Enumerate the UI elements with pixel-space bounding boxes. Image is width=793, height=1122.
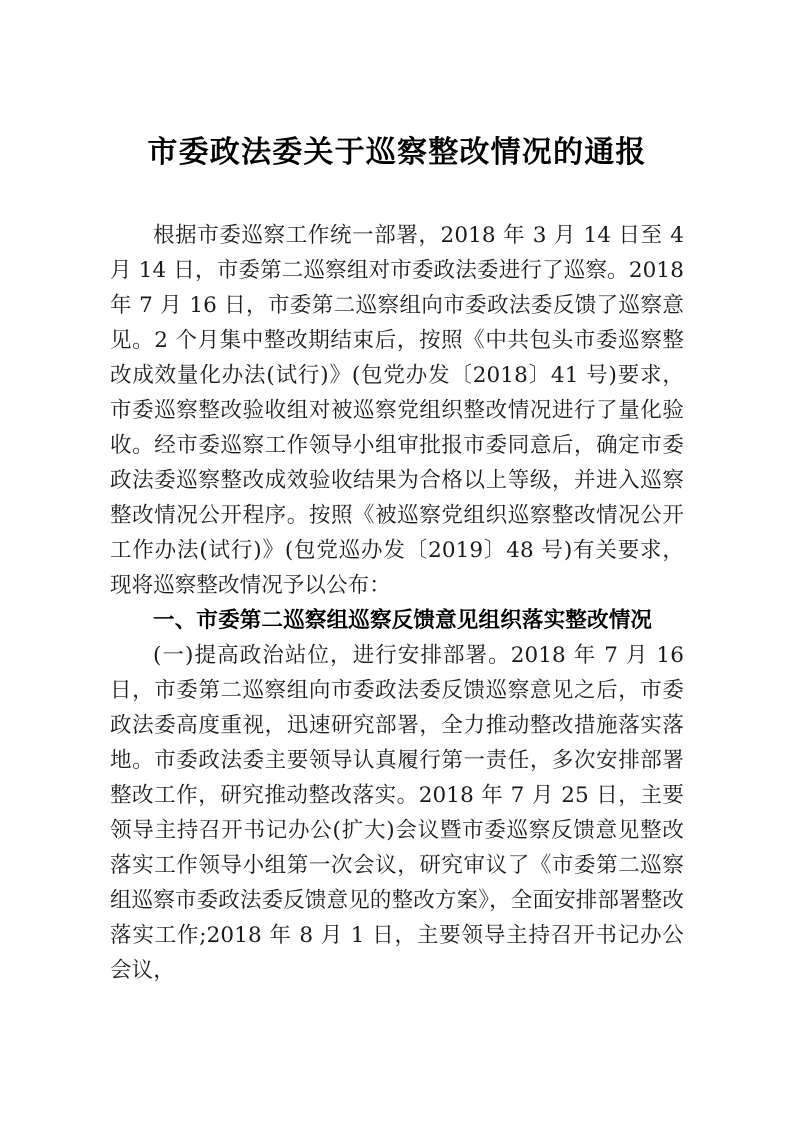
document-body (110, 0, 684, 988)
paragraph-item-1: (一)提高政治站位，进行安排部署。2018 年 7 月 16 日，市委第二巡察组向市委政法委反馈巡察意见之后，市委政法委高度重视，迅速研究部署，全力推动整改措施落实落地。市委政法委主要领导认真履行第一责任，多次安排部署整改工作，研究推动整改落实。2018 年 7 月 25 日，主要领导主持召开书记办公(扩大)会议暨市委巡察反馈意见整改落实工作领导小组第一次会议，研究审议了《市委第二巡察组巡察市委政法委反馈意见的整改方案》，全面安排部署整改落实工作;2018 年 8 月 1 日，主要领导主持召开书记办公会议， (110, 643, 684, 983)
paragraph-intro: 根据市委巡察工作统一部署，2018 年 3 月 14 日至 4 月 14 日，市委第二巡察组对市委政法委进行了巡察。2018 年 7 月 16 日，市委第二巡察组向市委政法委反馈了巡察意见。2 个月集中整改期结束后，按照《中共包头市委巡察整改成效量化办法(试行)》(包党办发〔2018〕41 号)要求，市委巡察整改验收组对被巡察党组织整改情况进行了量化验收。经市委巡察工作领导小组审批报市委同意后，确定市委政法委巡察整改成效验收结果为合格以上等级，并进入巡察整改情况公开程序。按照《被巡察党组织巡察整改情况公开工作办法(试行)》(包党巡办发〔2019〕48 号)有关要求，现将巡察整改情况予以公布： (110, 223, 684, 598)
page-title: 市委政法委关于巡察整改情况的通报 (147, 135, 647, 170)
section-heading-1: 一、市委第二巡察组巡察反馈意见组织落实整改情况 (153, 608, 653, 633)
